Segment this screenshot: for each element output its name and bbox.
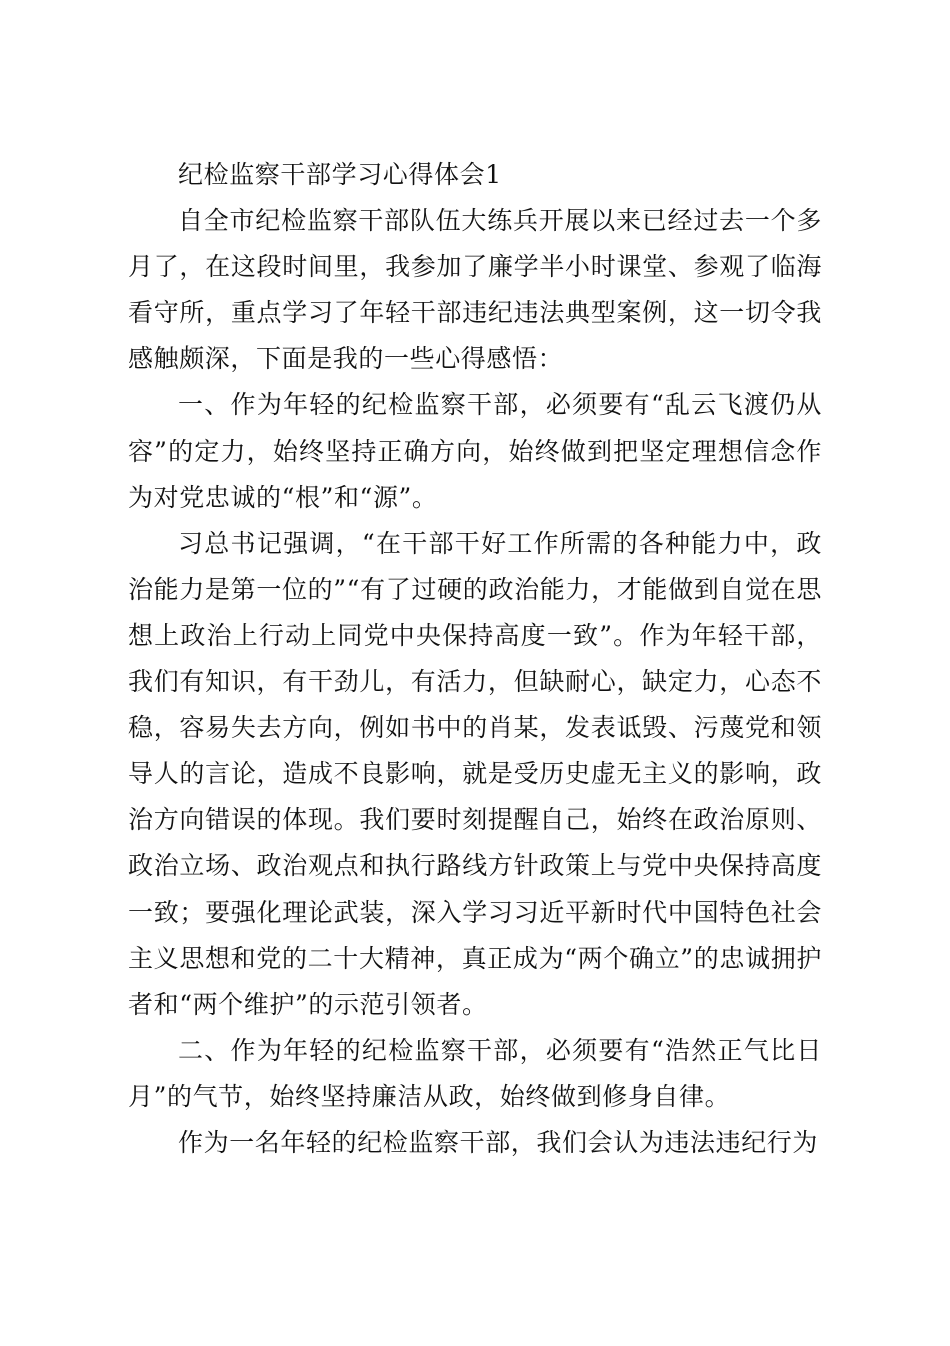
paragraph-point-two: 二、作为年轻的纪检监察干部，必须要有“浩然正气比日月”的气节，始终坚持廉洁从政，始终做到修身自律。 bbox=[128, 1035, 822, 1111]
document-title: 纪检监察干部学习心得体会1 bbox=[178, 160, 502, 189]
paragraph-point-one-detail: 习总书记强调，“在干部干好工作所需的各种能力中，政治能力是第一位的”“有了过硬的政治能力，才能做到自觉在思想上政治上行动上同党中央保持高度一致”。作为年轻干部，我们有知识，有干劲儿，有活力，但缺耐心，缺定力，心态不稳，容易失去方向，例如书中的肖某，发表诋毁、污蔑党和领导人的言论，造成不良影响，就是受历史虚无主义的影响，政治方向错误的体现。我们要时刻提醒自己，始终在政治原则、政治立场、政治观点和执行路线方针政策上与党中央保持高度一致；要强化理论武装，深入学习习近平新时代中国特色社会主义思想和党的二十大精神，真正成为“两个确立”的忠诚拥护者和“两个维护”的示范引领者。 bbox=[128, 528, 822, 1019]
paragraph-point-two-detail: 作为一名年轻的纪检监察干部，我们会认为违法违纪行为 bbox=[178, 1127, 819, 1157]
paragraph-intro: 自全市纪检监察干部队伍大练兵开展以来已经过去一个多月了，在这段时间里，我参加了廉学半小时课堂、参观了临海看守所，重点学习了年轻干部违纪违法典型案例，这一切令我感触颇深，下面是我的一些心得感悟： bbox=[128, 206, 822, 374]
document-body bbox=[128, 152, 822, 1166]
paragraph-point-one: 一、作为年轻的纪检监察干部，必须要有“乱云飞渡仍从容”的定力，始终坚持正确方向，始终做到把坚定理想信念作为对党忠诚的“根”和“源”。 bbox=[128, 390, 822, 512]
